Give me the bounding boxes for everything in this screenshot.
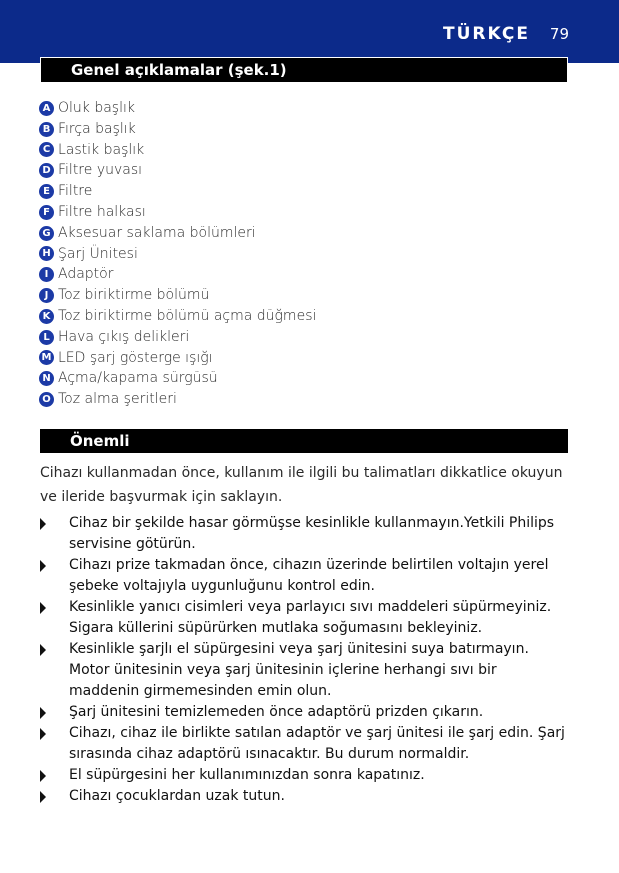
list-item xyxy=(39,140,316,161)
bullet-icon xyxy=(40,770,46,782)
list-item xyxy=(39,389,316,410)
section-heading-general: Genel açıklamalar (şek.1) xyxy=(40,57,568,83)
part-label: LED şarj gösterge ışığı xyxy=(58,349,213,366)
part-label: Toz biriktirme bölümü açma düğmesi xyxy=(58,307,317,324)
warnings-list xyxy=(40,513,570,807)
part-label: Aksesuar saklama bölümleri xyxy=(58,224,256,241)
list-item xyxy=(40,639,570,702)
bullet-icon xyxy=(40,644,46,656)
list-item xyxy=(39,202,316,223)
letter-badge-icon: B xyxy=(39,122,54,137)
bullet-icon xyxy=(40,518,46,530)
list-item xyxy=(39,160,316,181)
letter-badge-icon: C xyxy=(39,142,54,157)
list-item xyxy=(40,702,570,723)
warning-text: Cihazı çocuklardan uzak tutun. xyxy=(69,788,285,804)
list-item xyxy=(40,597,570,639)
bullet-icon xyxy=(40,707,46,719)
warning-text: El süpürgesini her kullanımınızdan sonra kapatınız. xyxy=(69,767,425,783)
part-label: Fırça başlık xyxy=(58,120,136,137)
list-item xyxy=(39,181,316,202)
letter-badge-icon: E xyxy=(39,184,54,199)
part-label: Açma/kapama sürgüsü xyxy=(58,370,218,387)
warning-text: Cihaz bir şekilde hasar görmüşse kesinlikle kullanmayın.Yetkili Philips servisine götürün. xyxy=(69,515,555,552)
letter-badge-icon: A xyxy=(39,101,54,116)
parts-list xyxy=(39,98,316,410)
letter-badge-icon: H xyxy=(39,246,54,261)
list-item xyxy=(39,223,316,244)
list-item xyxy=(39,368,316,389)
letter-badge-icon: F xyxy=(39,205,54,220)
part-label: Toz alma şeritleri xyxy=(58,391,177,408)
letter-badge-icon: G xyxy=(39,226,54,241)
part-label: Lastik başlık xyxy=(58,141,145,158)
warning-text: Şarj ünitesini temizlemeden önce adaptörü prizden çıkarın. xyxy=(69,704,484,720)
bullet-icon xyxy=(40,602,46,614)
list-item xyxy=(39,348,316,369)
list-item xyxy=(40,786,570,807)
letter-badge-icon: O xyxy=(39,392,54,407)
intro-paragraph: Cihazı kullanmadan önce, kullanım ile ilgili bu talimatları dikkatlice okuyun ve ileride başvurmak için saklayın. xyxy=(40,465,563,505)
warning-text: Cihazı, cihaz ile birlikte satılan adaptör ve şarj ünitesi ile şarj edin. Şarj sırasında cihaz adaptörü ısınacaktır. Bu durum normaldir. xyxy=(69,725,565,762)
list-item xyxy=(40,765,570,786)
list-item xyxy=(39,244,316,265)
part-label: Filtre halkası xyxy=(58,203,146,220)
list-item xyxy=(39,285,316,306)
letter-badge-icon: N xyxy=(39,371,54,386)
page-number: 79 xyxy=(549,25,569,43)
part-label: Filtre yuvası xyxy=(58,162,143,179)
letter-badge-icon: I xyxy=(39,267,54,282)
bullet-icon xyxy=(40,560,46,572)
bullet-icon xyxy=(40,728,46,740)
language-title: TÜRKÇE xyxy=(443,24,530,44)
header-bar xyxy=(0,0,619,63)
list-item xyxy=(39,98,316,119)
list-item xyxy=(40,723,570,765)
list-item xyxy=(39,306,316,327)
part-label: Şarj Ünitesi xyxy=(58,245,138,262)
letter-badge-icon: L xyxy=(39,330,54,345)
letter-badge-icon: D xyxy=(39,163,54,178)
bullet-icon xyxy=(40,791,46,803)
part-label: Adaptör xyxy=(58,266,114,283)
list-item xyxy=(40,513,570,555)
part-label: Hava çıkış delikleri xyxy=(58,328,190,345)
list-item xyxy=(39,327,316,348)
section-heading-important: Önemli xyxy=(40,429,568,453)
warning-text: Cihazı prize takmadan önce, cihazın üzerinde belirtilen voltajın yerel şebeke voltajıyla uygunluğunu kontrol edin. xyxy=(69,557,549,594)
list-item xyxy=(40,555,570,597)
warning-text: Kesinlikle yanıcı cisimleri veya parlayıcı sıvı maddeleri süpürmeyiniz. Sigara küllerini süpürürken mutlaka soğumasını bekleyiniz. xyxy=(69,599,552,636)
letter-badge-icon: K xyxy=(39,309,54,324)
part-label: Oluk başlık xyxy=(58,100,135,116)
list-item xyxy=(39,119,316,140)
part-label: Toz biriktirme bölümü xyxy=(58,287,210,304)
letter-badge-icon: J xyxy=(39,288,54,303)
warning-text: Kesinlikle şarjlı el süpürgesini veya şarj ünitesini suya batırmayın. Motor ünitesinin veya şarj ünitesinin içlerine herhangi sıvı bir maddenin girmemesinden emin olun. xyxy=(69,641,529,699)
list-item xyxy=(39,264,316,285)
part-label: Filtre xyxy=(58,183,93,200)
letter-badge-icon: M xyxy=(39,350,54,365)
